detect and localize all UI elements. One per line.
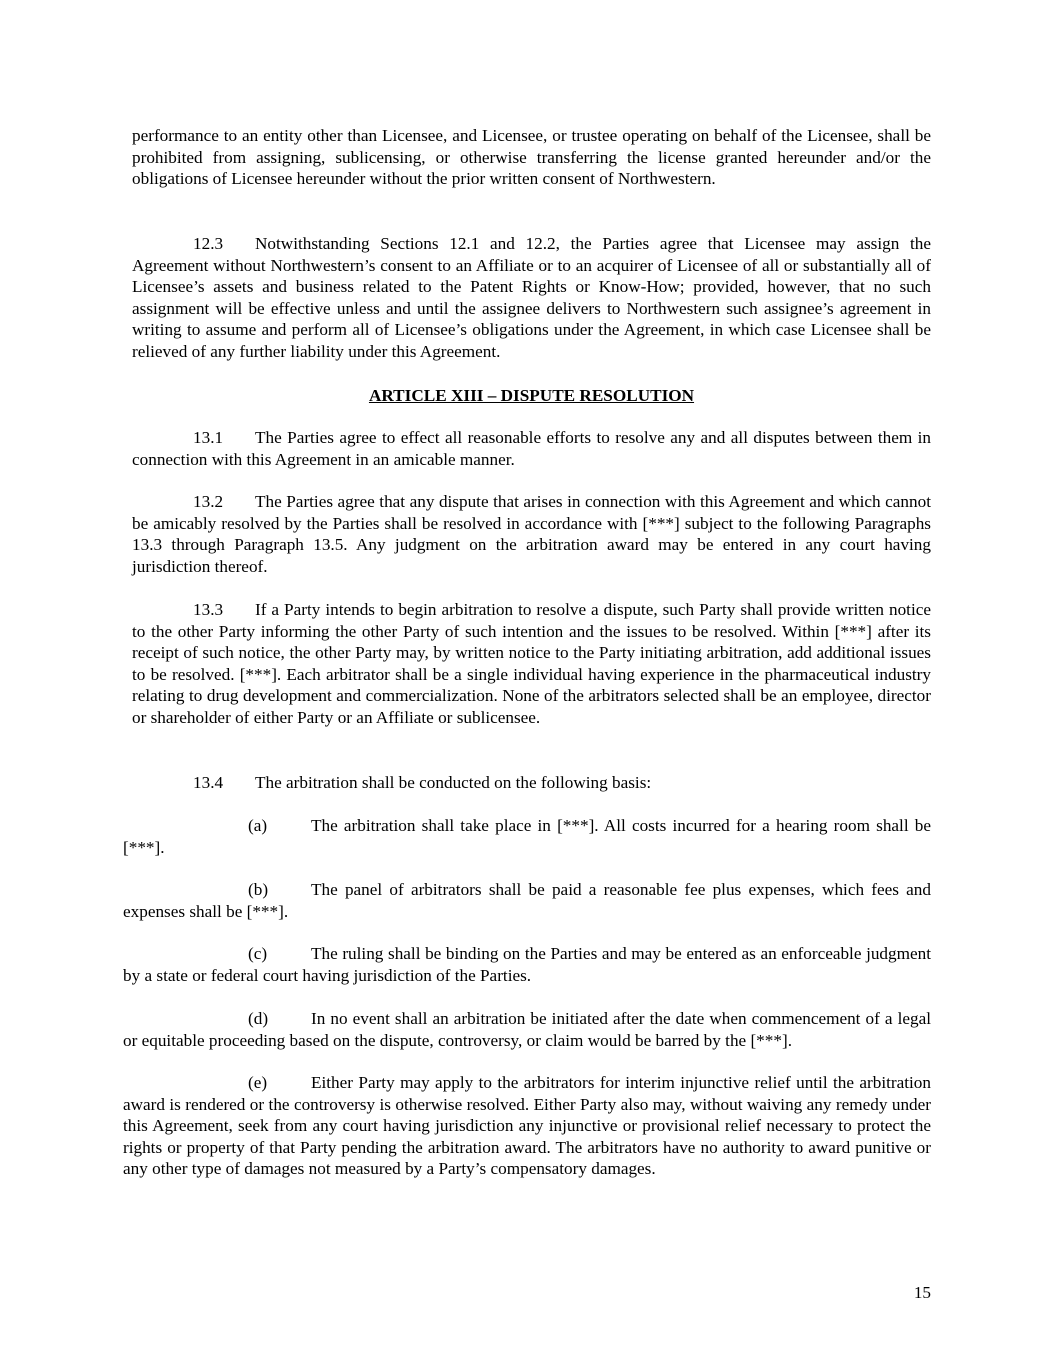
section-number: 13.4 [193,773,224,792]
section-text: The arbitration shall be conducted on the following basis: [255,773,652,792]
item-label: (d) [248,1009,269,1028]
section-13-3 [132,599,931,729]
section-13-4 [132,772,931,794]
section-number: 13.2 [193,492,224,511]
list-item-c [123,943,931,986]
item-text: Either Party may apply to the arbitrators for interim injunctive relief until the arbitration award is rendered or the controversy is otherwise resolved. Either Party also may, without waiving any remedy under this Agreement, seek from any court having jurisdiction any injunctive or provisional relief necessary to protect the rights or property of that Party pending the arbitration award. The arbitrators have no authority to award punitive or any other type of damages not measured by a Party’s compensatory damages. [123,1073,931,1179]
item-label: (c) [248,944,268,963]
continuation-paragraph: performance to an entity other than Licensee, and Licensee, or trustee operating on behalf of the Licensee, shall be prohibited from assigning, sublicensing, or otherwise transferring the license granted hereunder and/or the obligations of Licensee hereunder without the prior written consent of Northwestern. [132,126,931,189]
list-item-b [123,879,931,922]
item-text: In no event shall an arbitration be initiated after the date when commencement of a legal or equitable proceeding based on the dispute, controversy, or claim would be barred by the [***]. [123,1009,931,1050]
item-label: (b) [248,880,269,899]
section-text: The Parties agree to effect all reasonable efforts to resolve any and all disputes between them in connection with this Agreement in an amicable manner. [132,428,931,469]
item-label: (a) [248,816,268,835]
section-number: 13.1 [193,428,224,447]
section-number: 13.3 [193,600,224,619]
list-item-a [123,815,931,858]
list-item-d [123,1008,931,1051]
section-12-3 [132,233,931,363]
article-heading: ARTICLE XIII – DISPUTE RESOLUTION [368,386,695,405]
list-item-e [123,1072,931,1180]
item-label: (e) [248,1073,268,1092]
section-number: 12.3 [193,234,224,253]
section-text: Notwithstanding Sections 12.1 and 12.2, the Parties agree that Licensee may assign the Agreement without Northwestern’s consent to an Affiliate or to an acquirer of Licensee of all or substantially all of Licensee’s assets and business related to the Patent Rights or Know-How; provided, however, that no such assignment will be effective unless and until the assignee delivers to Northwestern such assignee’s agreement in writing to assume and perform all of Licensee’s obligations under the Agreement, in which case Licensee shall be relieved of any further liability under this Agreement. [132,234,931,361]
item-text: The ruling shall be binding on the Parties and may be entered as an enforceable judgment by a state or federal court having jurisdiction of the Parties. [123,944,931,985]
page-number: 15 [913,1283,931,1302]
section-text: The Parties agree that any dispute that arises in connection with this Agreement and which cannot be amicably resolved by the Parties shall be resolved in accordance with [***] subject to the following Paragraphs 13.3 through Paragraph 13.5. Any judgment on the arbitration award may be entered in any court having jurisdiction thereof. [132,492,931,576]
item-text: The panel of arbitrators shall be paid a reasonable fee plus expenses, which fees and expenses shall be [***]. [123,880,931,921]
item-text: The arbitration shall take place in [***]. All costs incurred for a hearing room shall be [***]. [123,816,931,857]
section-13-2 [132,491,931,577]
section-13-1 [132,427,931,470]
section-text: If a Party intends to begin arbitration to resolve a dispute, such Party shall provide written notice to the other Party informing the other Party of such intention and the issues to be resolved. Within [***] after its receipt of such notice, the other Party may, by written notice to the Party initiating arbitration, add additional issues to be resolved. [***]. Each arbitrator shall be a single individual having experience in the pharmaceutical industry relating to drug development and commercialization. None of the arbitrators selected shall be an employee, director or shareholder of either Party or an Affiliate or sublicensee. [132,600,931,727]
